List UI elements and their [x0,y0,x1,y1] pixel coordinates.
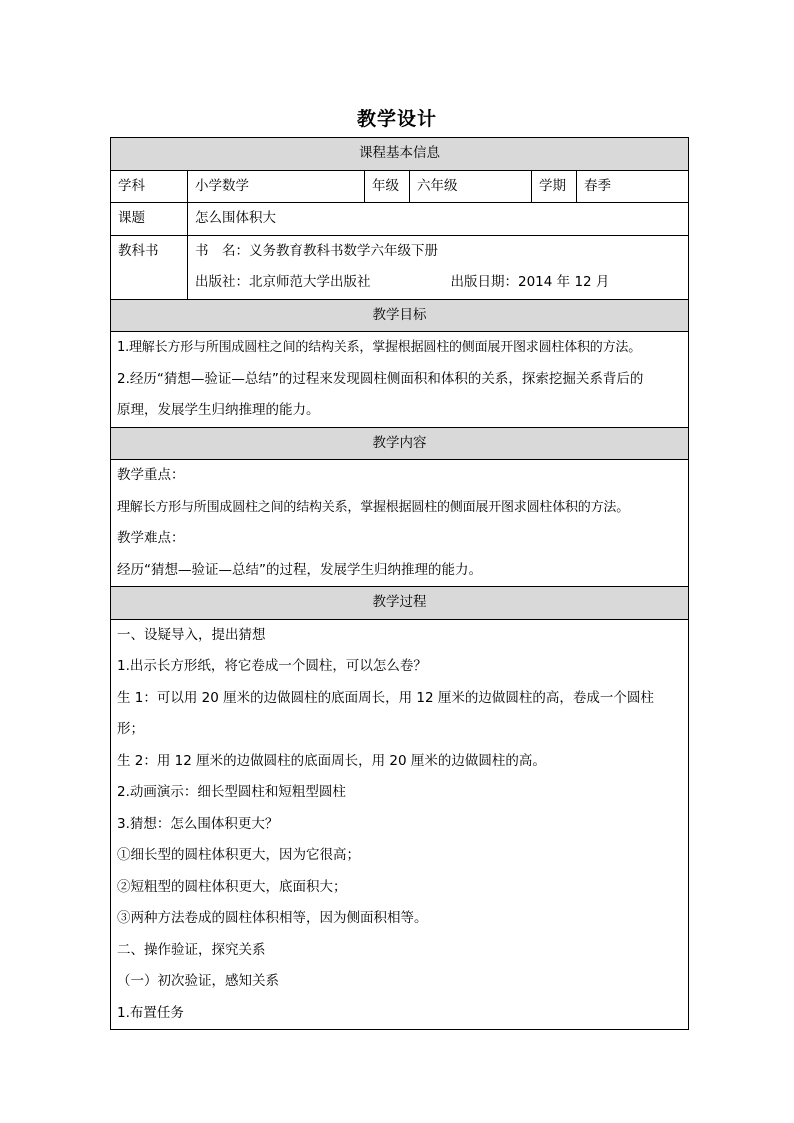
basic-info-header-row [111,138,689,171]
process-line: （一）初次验证，感知关系 [117,973,279,989]
subject-label: 学科 [111,170,188,203]
process-line: ②短粗型的圆柱体积更大，底面积大； [117,878,347,895]
grade-label: 年级 [365,170,410,203]
publisher: 出版社：北京师范大学出版社 [195,274,371,290]
topic-value: 怎么围体积大 [188,203,689,236]
process-line: 1.出示长方形纸，将它卷成一个圆柱，可以怎么卷？ [117,658,427,674]
page-title: 教学设计 [356,108,437,130]
term-value: 春季 [577,170,689,203]
goal-line: 2.经历“猜想—验证—总结”的过程来发现圆柱侧面积和体积的关系，探索挖掘关系背后的 [117,370,644,387]
basic-info-header: 课程基本信息 [111,138,689,171]
process-header: 教学过程 [111,587,689,620]
process-line: 二、操作验证，探究关系 [117,941,266,958]
topic-row [111,203,689,236]
grade-value: 六年级 [410,170,532,203]
process-line: 生 2：用 12 厘米的边做圆柱的底面周长，用 20 厘米的边做圆柱的高。 [117,752,546,769]
goal-line: 原理，发展学生归纳推理的能力。 [117,402,320,418]
process-line: ③两种方法卷成的圆柱体积相等，因为侧面积相等。 [117,910,428,926]
process-line: 生 1：可以用 20 厘米的边做圆柱的底面周长，用 12 厘米的边做圆柱的高，卷成一个圆柱 [117,689,654,706]
lesson-plan-table [110,137,689,1030]
goals-body [111,332,689,428]
process-header-row [111,587,689,620]
content-line: 理解长方形与所围成圆柱之间的结构关系，掌握根据圆柱的侧面展开图求圆柱体积的方法。 [117,499,630,515]
goals-row [111,332,689,428]
process-line: 形； [117,721,144,737]
textbook-label: 教科书 [111,235,188,299]
publisher-line [195,267,681,299]
content-header: 教学内容 [111,427,689,460]
process-line: ①细长型的圆柱体积更大，因为它很高； [117,847,360,863]
subject-value: 小学数学 [188,170,365,203]
content-line: 经历“猜想—验证—总结”的过程，发展学生归纳推理的能力。 [117,561,482,578]
textbook-info [188,235,689,299]
textbook-row [111,235,689,299]
process-body [111,619,689,1030]
book-name: 书 名：义务教育教科书数学六年级下册 [195,242,438,259]
goals-header-row [111,299,689,332]
content-body [111,460,689,587]
goals-header: 教学目标 [111,299,689,332]
subject-row [111,170,689,203]
process-line: 3.猜想：怎么围体积更大？ [117,815,279,832]
publish-date: 出版日期：2014 年 12 月 [450,274,610,290]
goal-line: 1.理解长方形与所围成圆柱之间的结构关系，掌握根据圆柱的侧面展开图求圆柱体积的方法。 [117,340,642,355]
topic-label: 课题 [111,203,188,236]
content-header-row [111,427,689,460]
process-line: 1.布置任务 [117,1004,184,1021]
process-row [111,619,689,1030]
term-label: 学期 [532,170,577,203]
content-line: 教学难点： [117,530,185,546]
content-row [111,460,689,587]
process-line: 一、设疑导入，提出猜想 [117,626,266,643]
process-line: 2.动画演示：细长型圆柱和短粗型圆柱 [117,784,346,800]
content-line: 教学重点： [117,467,185,483]
